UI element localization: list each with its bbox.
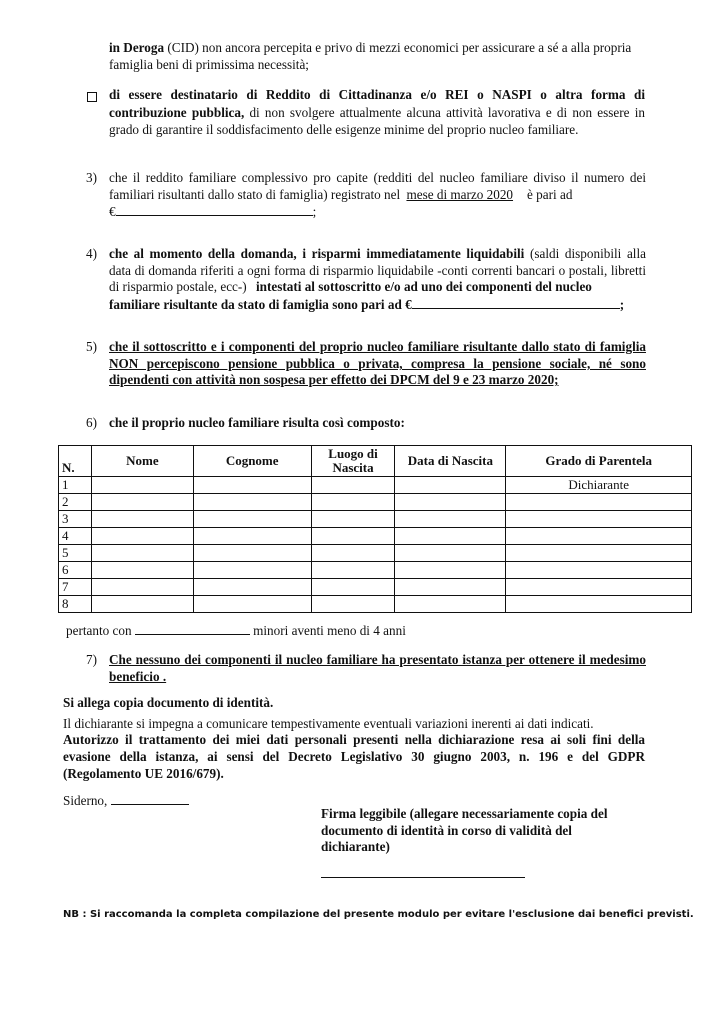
- item7-line-2: beneficio .: [109, 669, 167, 684]
- cell-grado[interactable]: Dichiarante: [506, 477, 692, 494]
- income-field[interactable]: [116, 203, 313, 216]
- header-data: Data di Nascita: [395, 446, 506, 477]
- cell-cognome[interactable]: [193, 528, 311, 545]
- item6-number: 6): [86, 415, 97, 430]
- cell-cognome[interactable]: [193, 477, 311, 494]
- cell-data[interactable]: [395, 545, 506, 562]
- option-line-3: grado di garantire il soddisfacimento delle esigenze minime del proprio nucleo familiare.: [109, 122, 579, 137]
- item5-line-1: che il sottoscritto e i componenti del proprio nucleo familiare risultante dallo stato di famiglia: [109, 339, 646, 354]
- cell-luogo[interactable]: [311, 528, 395, 545]
- header-n: N.: [59, 446, 92, 477]
- privacy-line-3: (Regolamento UE 2016/679).: [63, 766, 224, 781]
- cell-nome[interactable]: [91, 545, 193, 562]
- cell-luogo[interactable]: [311, 579, 395, 596]
- option-line-2: contribuzione pubblica, di non svolgere attualmente alcuna attività lavorativa e di non essere in: [109, 105, 645, 120]
- cell-data[interactable]: [395, 528, 506, 545]
- item4-line-1: che al momento della domanda, i risparmi immediatamente liquidabili (saldi disponibili alla: [109, 246, 646, 261]
- cell-nome[interactable]: [91, 579, 193, 596]
- table-row: [59, 494, 692, 511]
- cell-luogo[interactable]: [311, 494, 395, 511]
- cell-grado[interactable]: [506, 562, 692, 579]
- row-number: 4: [59, 528, 92, 545]
- table-row: [59, 477, 692, 494]
- item4-number: 4): [86, 246, 97, 261]
- row-number: 7: [59, 579, 92, 596]
- allega-text: Si allega copia documento di identità.: [63, 695, 274, 710]
- item4-line-3: di risparmio postale, ecc-) intestati al sottoscritto e/o ad uno dei componenti del nucleo: [109, 279, 592, 294]
- family-table: [58, 445, 692, 613]
- firma-line-3: dichiarante): [321, 839, 390, 854]
- cell-nome[interactable]: [91, 494, 193, 511]
- intro-line-2: famiglia beni di primissima necessità;: [109, 57, 309, 72]
- cell-data[interactable]: [395, 477, 506, 494]
- item5-line-2: NON percepiscono pensione pubblica o privata, compresa la pensione sociale, né sono: [109, 356, 646, 371]
- row-number: 8: [59, 596, 92, 613]
- header-luogo: Luogo di Nascita: [311, 446, 395, 477]
- privacy-line-1: Autorizzo il trattamento dei miei dati personali presenti nella dichiarazione resa ai soli fini della: [63, 732, 645, 747]
- cell-cognome[interactable]: [193, 579, 311, 596]
- item4-line-4: familiare risultante da stato di famiglia sono pari ad € ;: [109, 297, 625, 312]
- cell-nome[interactable]: [91, 596, 193, 613]
- row-number: 3: [59, 511, 92, 528]
- row-number: 2: [59, 494, 92, 511]
- intro-line-1: in Deroga (CID) non ancora percepita e privo di mezzi economici per assicurare a sé a alla propria: [109, 40, 632, 55]
- table-row: [59, 545, 692, 562]
- item5-line-3: dipendenti con attività non sospesa per effetto dei DPCM del 9 e 23 marzo 2020;: [109, 372, 559, 387]
- cell-grado[interactable]: [506, 528, 692, 545]
- cell-grado[interactable]: [506, 545, 692, 562]
- firma-line-2: documento di identità in corso di validità del: [321, 823, 572, 838]
- cell-nome[interactable]: [91, 562, 193, 579]
- row-number: 5: [59, 545, 92, 562]
- cell-grado[interactable]: [506, 494, 692, 511]
- cell-nome[interactable]: [91, 528, 193, 545]
- cell-cognome[interactable]: [193, 494, 311, 511]
- header-cognome: Cognome: [193, 446, 311, 477]
- cell-data[interactable]: [395, 579, 506, 596]
- nb-note: NB : Si raccomanda la completa compilazione del presente modulo per evitare l'esclusione dai benefici previsti.: [63, 909, 694, 920]
- savings-field[interactable]: [412, 296, 620, 309]
- date-field[interactable]: [111, 792, 189, 805]
- item5-number: 5): [86, 339, 97, 354]
- header-grado: Grado di Parentela: [506, 446, 692, 477]
- cell-luogo[interactable]: [311, 545, 395, 562]
- cell-cognome[interactable]: [193, 562, 311, 579]
- item3-line-1: che il reddito familiare complessivo pro capite (redditi del nucleo familiare diviso il numero dei: [109, 170, 646, 185]
- minors-count-field[interactable]: [135, 622, 250, 635]
- cell-luogo[interactable]: [311, 477, 395, 494]
- cell-luogo[interactable]: [311, 511, 395, 528]
- table-row: [59, 511, 692, 528]
- pertanto-line: pertanto con minori aventi meno di 4 anni: [66, 623, 406, 638]
- cell-nome[interactable]: [91, 477, 193, 494]
- cell-cognome[interactable]: [193, 596, 311, 613]
- signature-field[interactable]: [321, 877, 525, 878]
- cell-grado[interactable]: [506, 579, 692, 596]
- item6-text: che il proprio nucleo familiare risulta così composto:: [109, 415, 405, 430]
- option-line-1: di essere destinatario di Reddito di Cittadinanza e/o REI o NASPI o altra forma di: [109, 87, 645, 102]
- cell-cognome[interactable]: [193, 511, 311, 528]
- table-row: [59, 579, 692, 596]
- item3-number: 3): [86, 170, 97, 185]
- cell-data[interactable]: [395, 562, 506, 579]
- cell-luogo[interactable]: [311, 596, 395, 613]
- option-checkbox[interactable]: [87, 92, 97, 102]
- cell-data[interactable]: [395, 494, 506, 511]
- row-number: 1: [59, 477, 92, 494]
- cell-luogo[interactable]: [311, 562, 395, 579]
- table-header-row: [59, 446, 692, 477]
- firma-line-1: Firma leggibile (allegare necessariamente copia del: [321, 806, 608, 821]
- item3-line-3: € ;: [109, 204, 317, 219]
- item4-line-2: data di domanda riferiti a ogni forma di risparmio liquidabile -conti correnti bancari o postali, libretti: [109, 263, 646, 278]
- row-number: 6: [59, 562, 92, 579]
- impegno-text: Il dichiarante si impegna a comunicare tempestivamente eventuali variazioni inerenti ai dati indicati.: [63, 716, 594, 731]
- header-nome: Nome: [91, 446, 193, 477]
- cell-nome[interactable]: [91, 511, 193, 528]
- table-row: [59, 596, 692, 613]
- table-row: [59, 562, 692, 579]
- place-date-line: Siderno,: [63, 792, 189, 809]
- item7-line-1: Che nessuno dei componenti il nucleo familiare ha presentato istanza per ottenere il medesimo: [109, 652, 646, 667]
- cell-cognome[interactable]: [193, 545, 311, 562]
- item3-line-2: familiari risultanti dallo stato di famiglia) registrato nel mese di marzo 2020 è pari ad: [109, 187, 573, 202]
- table-row: [59, 528, 692, 545]
- cell-data[interactable]: [395, 596, 506, 613]
- item7-number: 7): [86, 652, 97, 667]
- cell-grado[interactable]: [506, 596, 692, 613]
- privacy-line-2: evasione della istanza, ai sensi del Decreto Legislativo 30 giugno 2003, n. 196 e del GDPR: [63, 749, 645, 764]
- cell-data[interactable]: [395, 511, 506, 528]
- cell-grado[interactable]: [506, 511, 692, 528]
